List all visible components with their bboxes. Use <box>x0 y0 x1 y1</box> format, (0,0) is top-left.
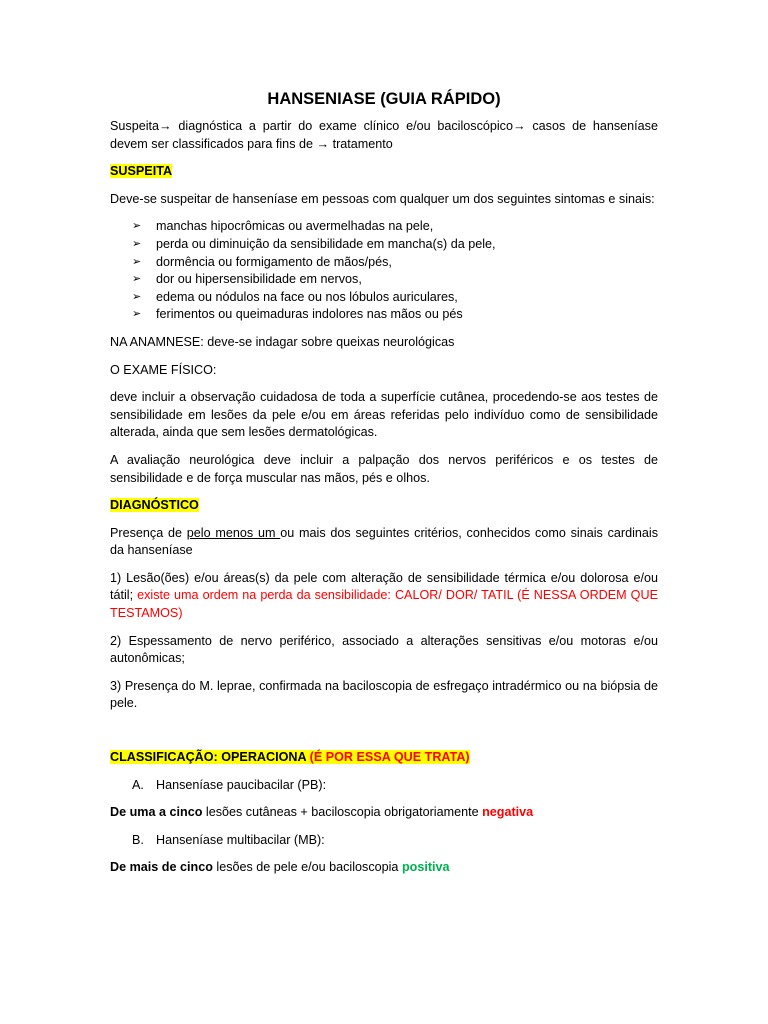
list-item: ➢ dormência ou formigamento de mãos/pés, <box>132 254 658 272</box>
arrow-icon: → <box>512 119 526 133</box>
exame-text: deve incluir a observação cuidadosa de toda a superfície cutânea, procedendo-se aos testes de sensibilidade em lesões da pele e/ou em áreas referidas pelo indivíduo como de sensibilidade alterada, ainda que sem lesões dermatológicas. <box>110 390 658 440</box>
arrow-bullet-icon: ➢ <box>132 308 142 321</box>
intro-text-3: casos de hanseníase devem ser classificados para fins de <box>110 119 658 151</box>
spacer <box>110 723 658 749</box>
classification-a-description: De uma a cinco lesões cutâneas + baciloscopia obrigatoriamente negativa <box>110 805 534 820</box>
section-heading-diagnostico: DIAGNÓSTICO <box>110 498 199 513</box>
intro-paragraph <box>110 118 658 153</box>
neuro-text: A avaliação neurológica deve incluir a palpação dos nervos periféricos e os testes de sensibilidade e de força muscular nas mãos, pés e olhos. <box>110 452 658 485</box>
arrow-icon: → <box>159 119 172 133</box>
arrow-bullet-icon: ➢ <box>132 220 142 233</box>
suspeita-text: Deve-se suspeitar de hanseníase em pessoas com qualquer um dos seguintes sintomas e sinais: <box>110 191 655 206</box>
classification-b-description: De mais de cinco lesões de pele e/ou baciloscopia positiva <box>110 860 450 875</box>
arrow-bullet-icon: ➢ <box>132 237 142 250</box>
underlined-text: pelo menos um <box>186 525 281 540</box>
arrow-bullet-icon: ➢ <box>132 290 142 303</box>
diagnostico-text: Presença de pelo menos um ou mais dos seguintes critérios, conhecidos como sinais cardinais da hanseníase <box>110 525 658 558</box>
list-item: ➢ manchas hipocrômicas ou avermelhadas na pele, <box>132 218 658 236</box>
result-positiva: positiva <box>401 860 450 875</box>
classification-item-b: B. Hanseníase multibacilar (MB): <box>132 832 325 847</box>
intro-text-2: diagnóstica a partir do exame clínico e/ou baciloscópico <box>171 119 513 133</box>
section-heading-suspeita: SUSPEITA <box>110 164 173 179</box>
document-title: HANSENIASE (GUIA RÁPIDO) <box>267 90 501 108</box>
criterion-1: 1) Lesão(ões) e/ou áreas(s) da pele com alteração de sensibilidade térmica e/ou dolorosa e/ou tátil; existe uma ordem na perda da sensibilidade: CALOR/ DOR/ TATIL (É NESSA ORDEM QUE TESTAMOS) <box>110 570 658 621</box>
list-item: ➢ edema ou nódulos na face ou nos lóbulos auriculares, <box>132 289 658 307</box>
anamnese-text: NA ANAMNESE: deve-se indagar sobre queixas neurológicas <box>110 334 455 349</box>
criterion-1-note: existe uma ordem na perda da sensibilidade: CALOR/ DOR/ TATIL (É NESSA ORDEM QUE TESTAMOS) <box>110 588 658 621</box>
arrow-bullet-icon: ➢ <box>132 255 142 268</box>
result-negativa: negativa <box>482 805 534 820</box>
intro-text-4: tratamento <box>329 136 393 151</box>
list-item: ➢ dor ou hipersensibilidade em nervos, <box>132 271 658 289</box>
arrow-bullet-icon: ➢ <box>132 273 142 286</box>
criterion-2: 2) Espessamento de nervo periférico, associado a alterações sensitivas e/ou motoras e/ou autonômicas; <box>110 633 658 666</box>
arrow-icon: → <box>316 136 330 151</box>
symptom-list <box>110 218 658 324</box>
list-item: ➢ ferimentos ou queimaduras indolores nas mãos ou pés <box>132 306 658 324</box>
document-page <box>110 88 658 887</box>
criterion-3: 3) Presença do M. leprae, confirmada na baciloscopia de esfregaço intradérmico ou na biópsia de pele. <box>110 678 658 711</box>
exame-label: O EXAME FÍSICO: <box>110 362 217 377</box>
intro-text-1: Suspeita <box>110 119 160 133</box>
classification-item-a: A. Hanseníase paucibacilar (PB): <box>132 777 327 792</box>
list-item: ➢ perda ou diminuição da sensibilidade em mancha(s) da pele, <box>132 236 658 254</box>
section-heading-classificacao: CLASSIFICAÇÃO: OPERACIONA (É POR ESSA QUE TRATA) <box>110 750 470 765</box>
